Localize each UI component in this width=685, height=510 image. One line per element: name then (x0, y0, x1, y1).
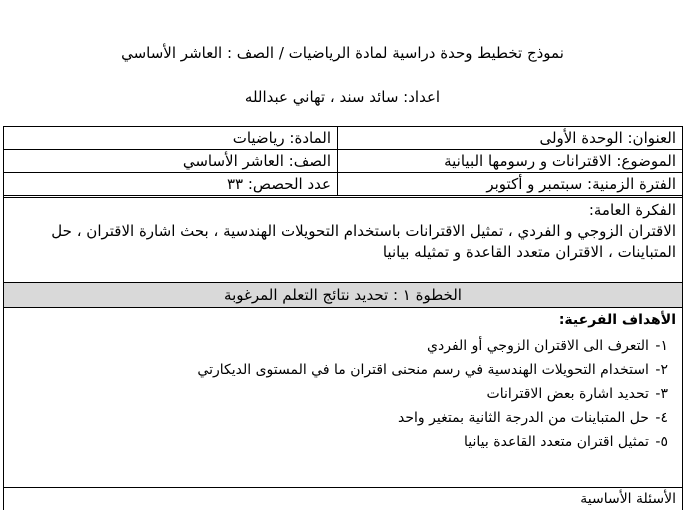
objective-text: تمثيل اقتران متعدد القاعدة بيانيا (464, 434, 649, 450)
unit-title-cell: العنوان: الوحدة الأولى (539, 129, 676, 147)
objective-text: استخدام التحويلات الهندسية في رسم منحنى اقتران ما في المستوى الديكارتي (197, 362, 649, 378)
objective-item (10, 430, 668, 454)
objective-item (10, 358, 668, 382)
objective-item (10, 382, 668, 406)
period-cell: الفترة الزمنية: سبتمبر و أكتوبر (486, 175, 676, 193)
objective-number: ٤- (655, 410, 668, 426)
general-idea-label: الفكرة العامة: (588, 201, 676, 219)
unit-plan-table (3, 126, 683, 510)
subject-cell: المادة: رياضيات (4, 127, 338, 149)
general-idea-section (4, 198, 682, 283)
grade-cell: الصف: العاشر الأساسي (4, 150, 338, 172)
authors-line: اعداد: سائد سند ، تهاني عبدالله (244, 88, 441, 106)
objective-item (10, 406, 668, 430)
topic-cell: الموضوع: الاقترانات و رسومها البيانية (444, 152, 676, 170)
objective-number: ٣- (655, 386, 668, 402)
essential-questions-label: الأسئلة الأساسية (580, 491, 676, 507)
objective-text: حل المتباينات من الدرجة الثانية بمتغير واحد (398, 410, 649, 426)
info-row-3 (4, 173, 682, 198)
page-title: نموذج تخطيط وحدة دراسية لمادة الرياضيات / الصف : العاشر الأساسي (121, 44, 564, 62)
classes-count-cell: عدد الحصص: ٣٣ (4, 173, 338, 195)
general-idea-text: الاقتران الزوجي و الفردي ، تمثيل الاقترانات باستخدام التحويلات الهندسية ، بحث اشارة الاقتران ، حل المتباينات ، الاقتران متعدد القاعدة و تمثيله بيانيا (51, 222, 676, 261)
objective-number: ١- (655, 338, 668, 354)
sub-objectives-heading: الأهداف الفرعية: (558, 312, 676, 328)
objective-text: تحديد اشارة بعض الاقترانات (486, 386, 649, 402)
objective-item (10, 334, 668, 358)
info-row-2 (4, 150, 682, 173)
sub-objectives-section (4, 308, 682, 488)
objectives-list (10, 334, 676, 454)
objective-number: ٥- (655, 434, 668, 450)
step-1-header: الخطوة ١ : تحديد نتائج التعلم المرغوبة (4, 283, 682, 308)
objective-number: ٢- (655, 362, 668, 378)
objective-text: التعرف الى الاقتران الزوجي أو الفردي (427, 338, 649, 354)
info-row-1 (4, 127, 682, 150)
